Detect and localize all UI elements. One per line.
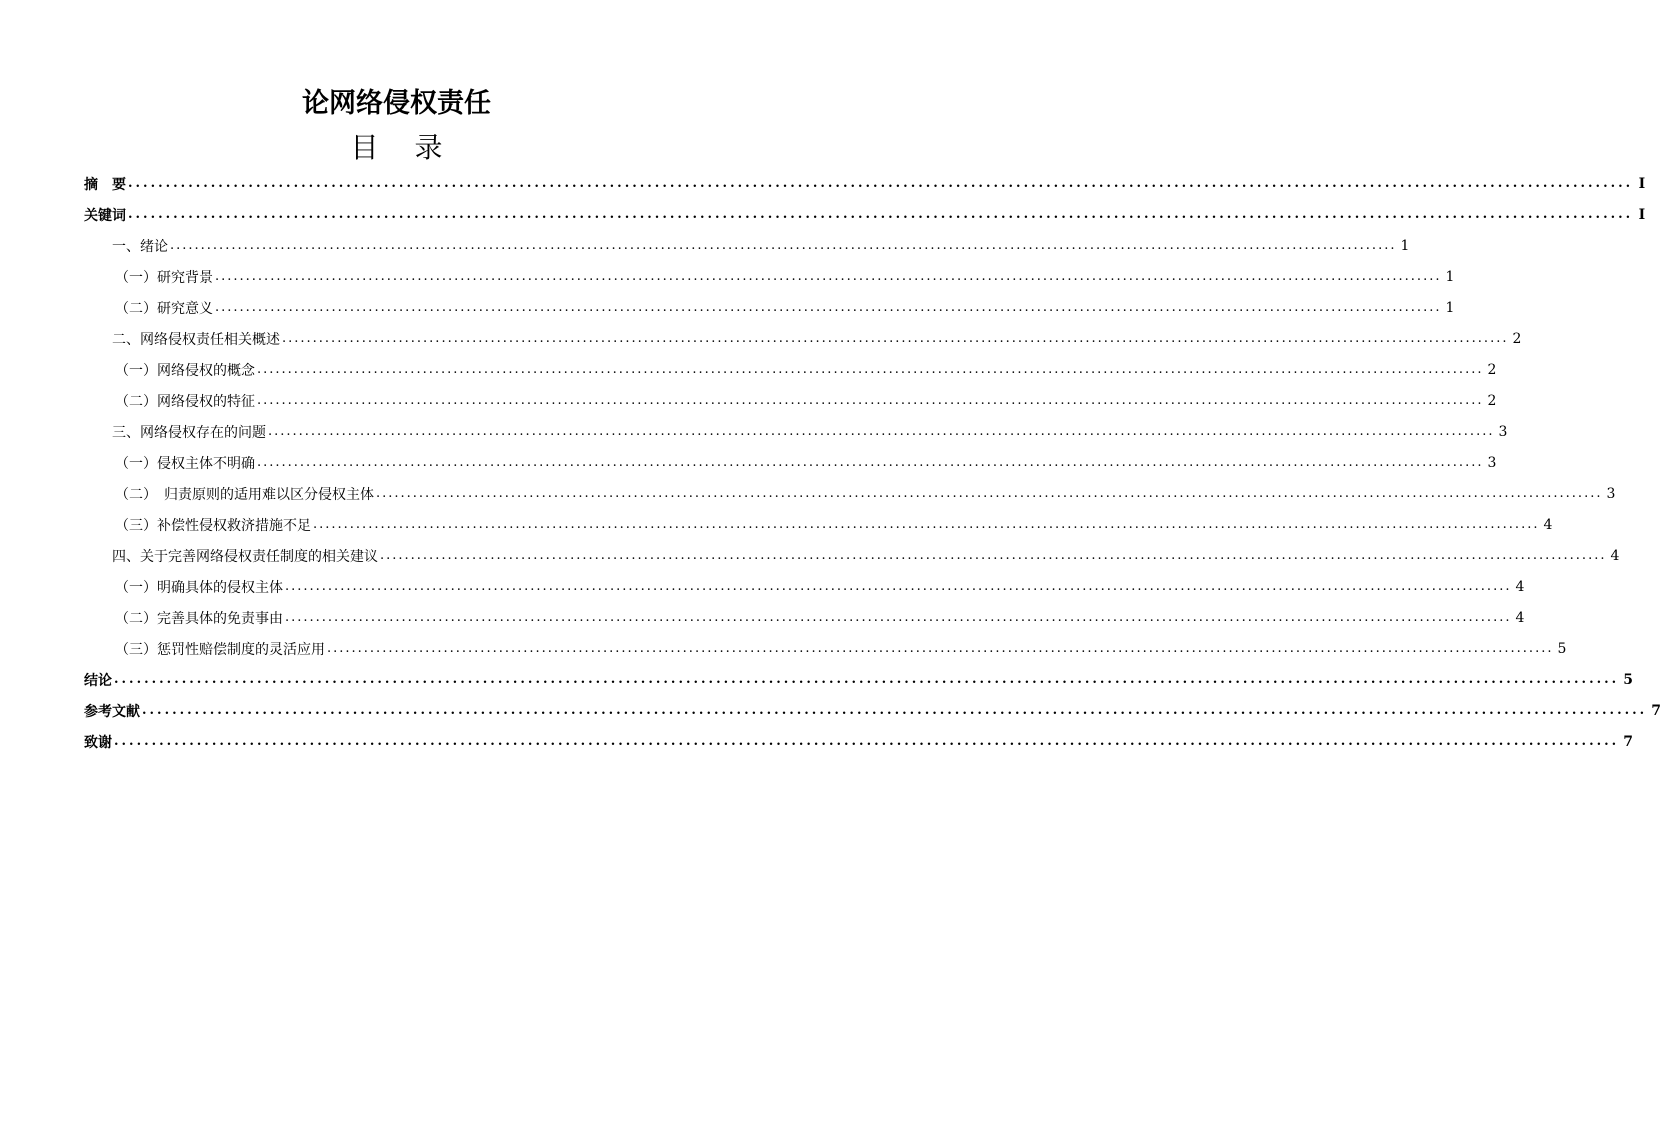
- toc-dot-leader: ........................................................................................................................................................................................................: [285, 579, 1512, 594]
- toc-entry-label: 结论: [84, 672, 112, 689]
- toc-dot-leader: ........................................................................................................................................................................................................: [327, 641, 1554, 656]
- toc-entry-label: 四、关于完善网络侵权责任制度的相关建议: [112, 548, 378, 565]
- toc-page-number: 2: [1487, 361, 1497, 378]
- toc-page-number: 3: [1606, 485, 1616, 502]
- toc-entry[interactable]: [84, 695, 1661, 726]
- toc-entry-label: 参考文献: [84, 703, 140, 720]
- toc-entry[interactable]: [84, 385, 1497, 416]
- toc-entry[interactable]: [84, 509, 1553, 540]
- toc-entry-label: 致谢: [84, 734, 112, 751]
- toc-dot-leader: ........................................................................................................................................................................................................: [257, 393, 1484, 408]
- toc-dot-leader: ........................................................................................................................................................................................................: [376, 486, 1603, 501]
- table-of-contents: [84, 168, 1661, 757]
- toc-entry[interactable]: [84, 447, 1497, 478]
- toc-page-number: 7: [1623, 733, 1633, 750]
- toc-entry[interactable]: [84, 292, 1455, 323]
- toc-entry-label: 一、绪论: [112, 238, 168, 255]
- toc-dot-leader: ........................................................................................................................................................................................................: [114, 734, 1620, 749]
- toc-dot-leader: ........................................................................................................................................................................................................: [114, 672, 1620, 687]
- toc-page-number: 2: [1487, 392, 1497, 409]
- toc-page-number: 1: [1400, 237, 1410, 254]
- toc-page-number: 4: [1515, 578, 1525, 595]
- toc-dot-leader: ........................................................................................................................................................................................................: [313, 517, 1540, 532]
- document-title: 论网络侵权责任: [302, 88, 491, 119]
- toc-page-number: 3: [1487, 454, 1497, 471]
- toc-entry-label: （三）补偿性侵权救济措施不足: [115, 517, 311, 534]
- toc-dot-leader: ........................................................................................................................................................................................................: [257, 455, 1484, 470]
- toc-dot-leader: ........................................................................................................................................................................................................: [268, 424, 1495, 439]
- toc-entry[interactable]: [84, 230, 1410, 261]
- toc-entry-label: （一）明确具体的侵权主体: [115, 579, 283, 596]
- toc-entry[interactable]: [84, 633, 1567, 664]
- toc-entry[interactable]: [84, 261, 1455, 292]
- toc-dot-leader: ........................................................................................................................................................................................................: [142, 703, 1648, 718]
- toc-entry[interactable]: [84, 540, 1620, 571]
- toc-entry[interactable]: [84, 199, 1646, 230]
- toc-dot-leader: ........................................................................................................................................................................................................: [282, 331, 1509, 346]
- toc-entry-label: 三、网络侵权存在的问题: [112, 424, 266, 441]
- toc-entry-label: （二）网络侵权的特征: [115, 393, 255, 410]
- toc-entry-label: 关键词: [84, 207, 126, 224]
- toc-entry-label: 二、网络侵权责任相关概述: [112, 331, 280, 348]
- toc-entry[interactable]: [84, 726, 1633, 757]
- toc-heading: [0, 128, 793, 168]
- toc-dot-leader: ........................................................................................................................................................................................................: [128, 176, 1634, 191]
- toc-entry-label: （二） 归责原则的适用难以区分侵权主体: [115, 486, 374, 503]
- toc-dot-leader: ........................................................................................................................................................................................................: [215, 300, 1442, 315]
- toc-page-number: 3: [1498, 423, 1508, 440]
- toc-page-number: 4: [1515, 609, 1525, 626]
- toc-page-number: 2: [1512, 330, 1522, 347]
- toc-heading-right: 录: [414, 131, 443, 164]
- toc-entry[interactable]: [84, 416, 1508, 447]
- toc-page-number: 4: [1543, 516, 1553, 533]
- toc-entry-label: （一）网络侵权的概念: [115, 362, 255, 379]
- toc-dot-leader: ........................................................................................................................................................................................................: [285, 610, 1512, 625]
- toc-dot-leader: ........................................................................................................................................................................................................: [380, 548, 1607, 563]
- toc-entry[interactable]: [84, 323, 1522, 354]
- toc-entry-label: （二）研究意义: [115, 300, 213, 317]
- toc-page-number: I: [1638, 175, 1646, 192]
- toc-entry-label: （一）侵权主体不明确: [115, 455, 255, 472]
- toc-page-number: 7: [1651, 702, 1661, 719]
- toc-entry[interactable]: [84, 168, 1646, 199]
- toc-heading-left: 目: [350, 131, 379, 164]
- toc-page-number: 1: [1445, 299, 1455, 316]
- toc-entry-label: （二）完善具体的免责事由: [115, 610, 283, 627]
- toc-entry[interactable]: [84, 602, 1525, 633]
- toc-page-number: 1: [1445, 268, 1455, 285]
- toc-dot-leader: ........................................................................................................................................................................................................: [128, 207, 1634, 222]
- toc-page-number: I: [1638, 206, 1646, 223]
- toc-dot-leader: ........................................................................................................................................................................................................: [170, 238, 1397, 253]
- toc-entry-label: 摘 要: [84, 176, 126, 193]
- toc-page-number: 5: [1623, 671, 1633, 688]
- toc-dot-leader: ........................................................................................................................................................................................................: [257, 362, 1484, 377]
- toc-page-number: 5: [1557, 640, 1567, 657]
- toc-entry[interactable]: [84, 354, 1497, 385]
- toc-entry-label: （三）惩罚性赔偿制度的灵活应用: [115, 641, 325, 658]
- toc-entry[interactable]: [84, 478, 1616, 509]
- toc-dot-leader: ........................................................................................................................................................................................................: [215, 269, 1442, 284]
- toc-entry[interactable]: [84, 664, 1633, 695]
- toc-entry-label: （一）研究背景: [115, 269, 213, 286]
- toc-entry[interactable]: [84, 571, 1525, 602]
- toc-page-number: 4: [1610, 547, 1620, 564]
